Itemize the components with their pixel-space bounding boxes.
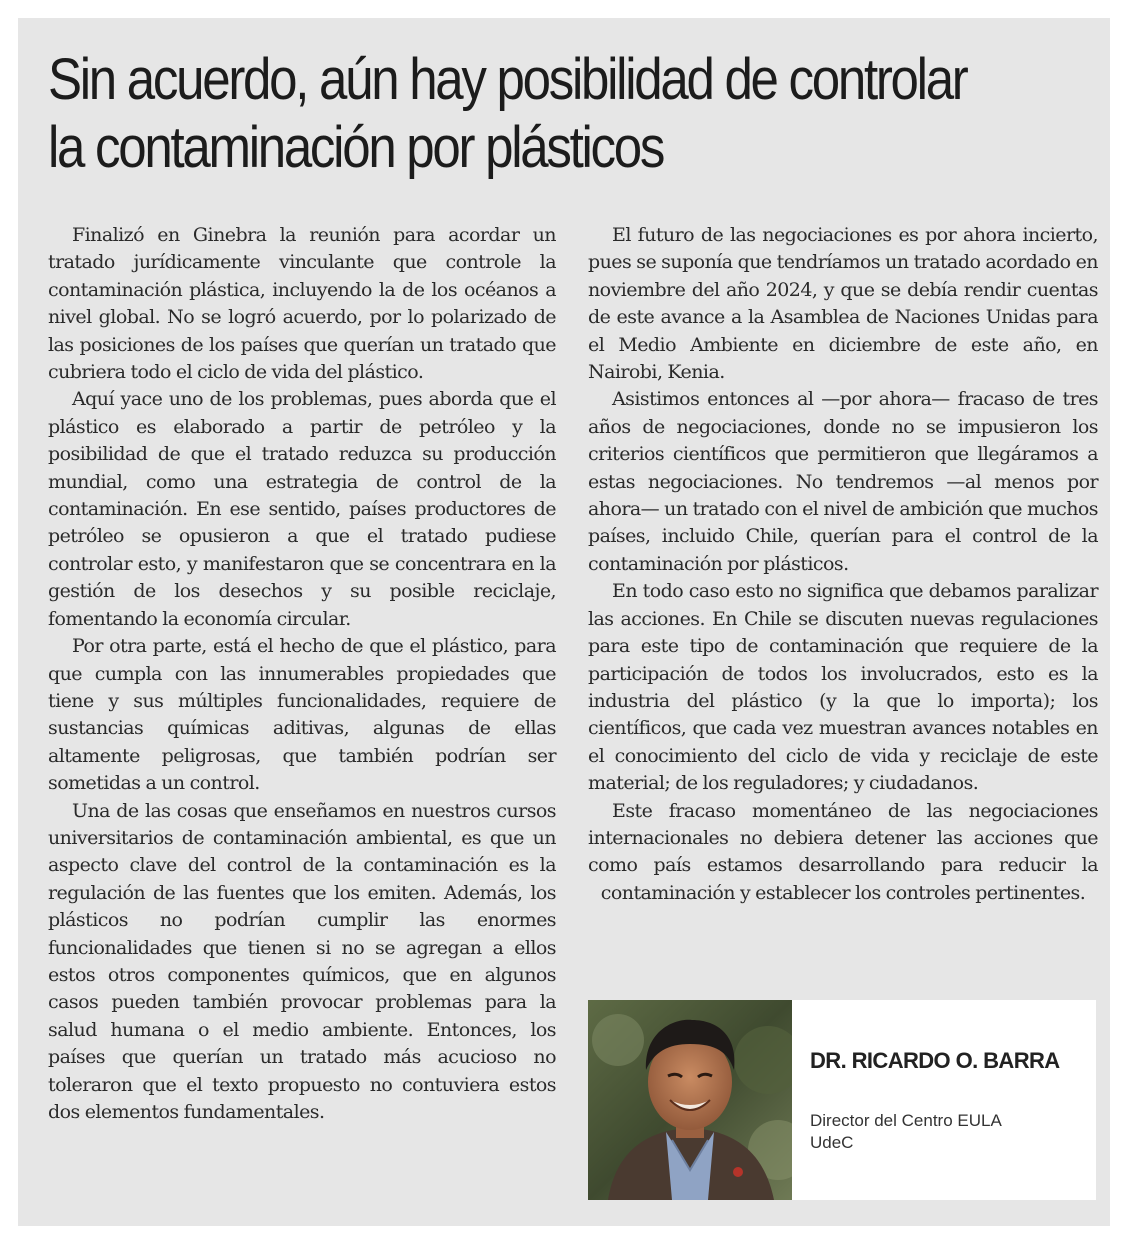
article-paragraph: En todo caso esto no significa que debamos paralizar las acciones. En Chile se discuten nuevas regulaciones para este tipo de contaminación que requiere de la participación de todos los involucrados, esto es la industria del plástico (y la que lo importa); los científicos, que cada vez muestran avances notables en el conocimiento del ciclo de vida y reciclaje de este material; de los reguladores; y ciudadanos. bbox=[588, 580, 1098, 795]
article-paragraph: Aquí yace uno de los problemas, pues aborda que el plástico es elaborado a partir de petróleo y la posibilidad de que el tratado reduzca su producción mundial, como una estrategia de control de la contaminación. En ese sentido, países productores de petróleo se opusieron a que el tratado pudiese controlar esto, y manifestaron que se concentrara en la gestión de los desechos y su posible reciclaje, fomentando la economía circular. bbox=[48, 388, 556, 630]
author-role bbox=[810, 1110, 1070, 1154]
article-paragraph: Por otra parte, está el hecho de que el plástico, para que cumpla con las innumerables propiedades que tiene y sus múltiples funcionalidades, requiere de sustancias químicas aditivas, algunas de ellas altamente peligrosas, que también podrían ser sometidas a un control. bbox=[48, 635, 556, 795]
author-role-line: Director del Centro EULA bbox=[810, 1111, 1002, 1130]
article-paragraph: Este fracaso momentáneo de las negociaciones internacionales no debiera detener las acciones que como país estamos desarrollando para reducir la contaminación y establecer los controles pertinentes. bbox=[588, 799, 1098, 904]
author-photo bbox=[588, 1000, 792, 1200]
article-paragraph: Finalizó en Ginebra la reunión para acordar un tratado jurídicamente vinculante que controle la contaminación plástica, incluyendo la de los océanos a nivel global. No se logró acuerdo, por lo polarizado de las posiciones de los países que querían un tratado que cubriera todo el ciclo de vida del plástico. bbox=[48, 224, 556, 384]
article-headline: Sin acuerdo, aún hay posibilidad de controlar la contaminación por plásticos bbox=[48, 47, 967, 180]
article-column-right bbox=[588, 222, 1098, 992]
author-name: DR. RICARDO O. BARRA bbox=[810, 1048, 1060, 1073]
article-column-left bbox=[48, 222, 556, 1212]
author-affiliation: UdeC bbox=[810, 1133, 854, 1152]
author-box bbox=[588, 1000, 1096, 1200]
article-paragraph: Una de las cosas que enseñamos en nuestros cursos universitarios de contaminación ambiental, es que un aspecto clave del control de la contaminación es la regulación de las fuentes que los emiten. Además, los plásticos no podrían cumplir las enormes funcionalidades que tienen si no se agregan a ellos estos otros componentes químicos, que en algunos casos pueden también provocar problemas para la salud humana o el medio ambiente. Entonces, los países que querían un tratado más acucioso no toleraron que el texto propuesto no contuviera estos dos elementos fundamentales. bbox=[48, 799, 556, 1123]
article-paragraph: El futuro de las negociaciones es por ahora incierto, pues se suponía que tendríamos un tratado acordado en noviembre del año 2024, y que se debía rendir cuentas de este avance a la Asamblea de Naciones Unidas para el Medio Ambiente en diciembre de este año, en Nairobi, Kenia. bbox=[588, 224, 1098, 384]
article-paragraph: Asistimos entonces al —por ahora— fracaso de tres años de negociaciones, donde no se impusieron los criterios científicos que permitieron que llegáramos a estas negociaciones. No tendremos —al menos por ahora— un tratado con el nivel de ambición que muchos países, incluido Chile, querían para el control de la contaminación por plásticos. bbox=[588, 388, 1098, 575]
